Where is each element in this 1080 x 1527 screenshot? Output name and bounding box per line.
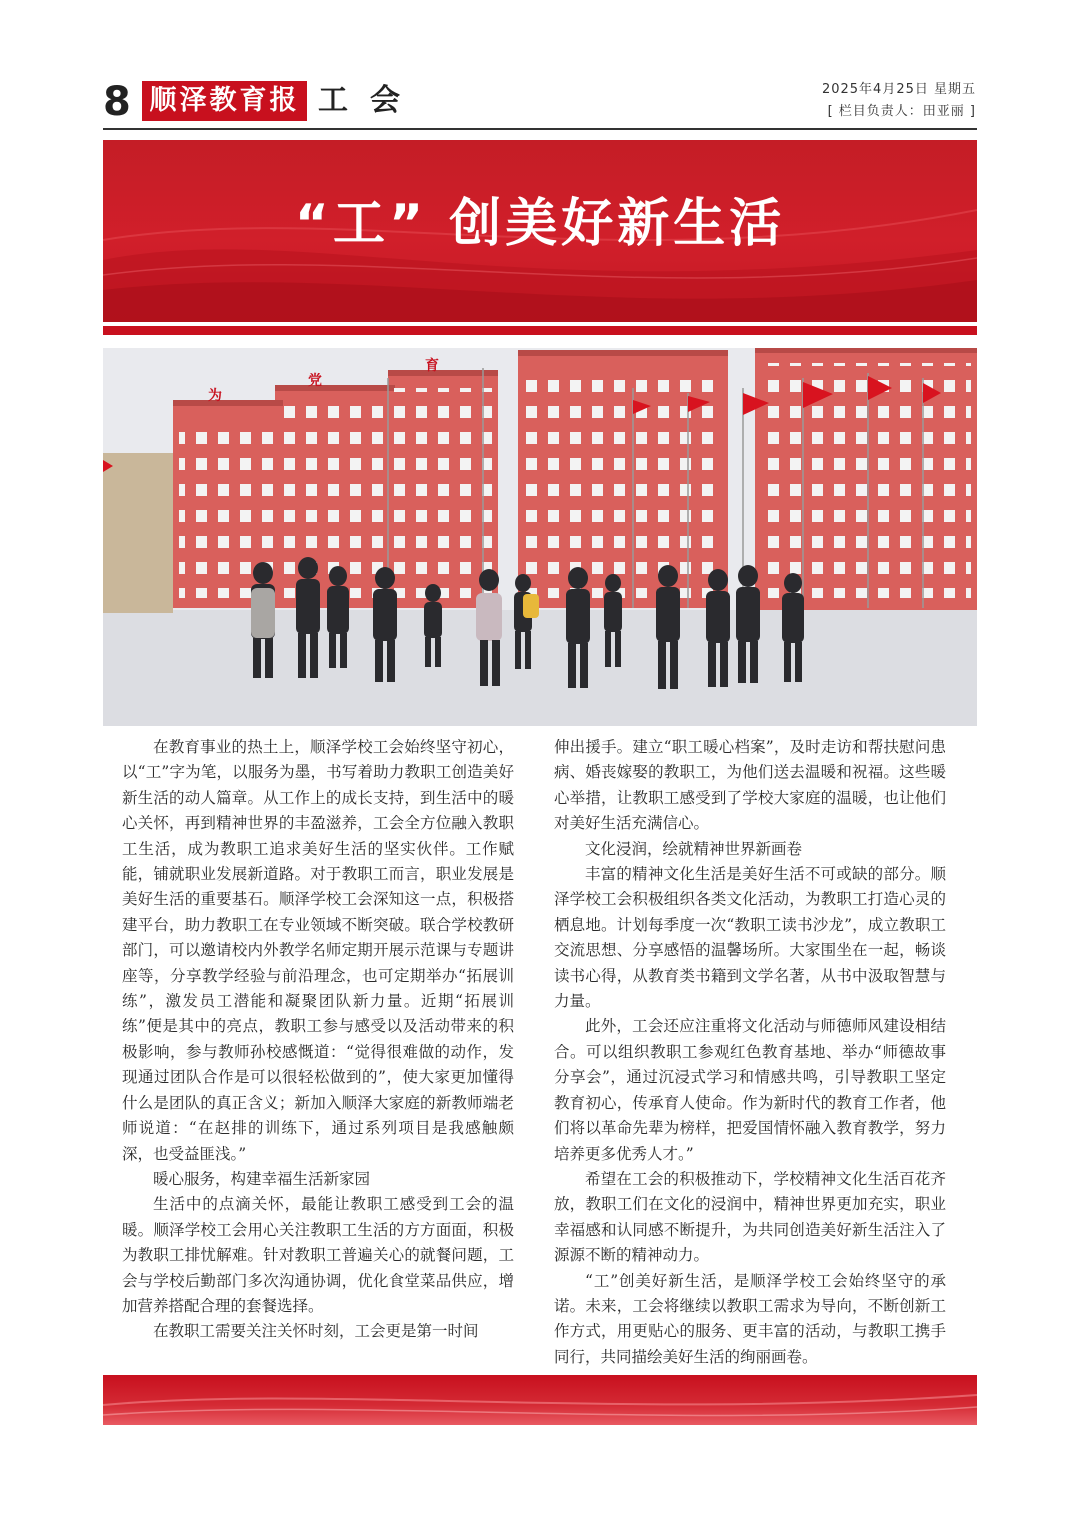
article-column-left (122, 735, 514, 1345)
article-paragraph: “工”创美好新生活，是顺泽学校工会始终坚守的承诺。未来，工会将继续以教职工需求为导向，不断创新工作方式，用更贴心的服务、更丰富的活动，与教职工携手同行，共同描绘美好生活的绚丽画卷。 (554, 1271, 946, 1366)
article-column-right (554, 735, 946, 1370)
article-paragraph: 在教职工需要关注关怀时刻，工会更是第一时间 (153, 1322, 479, 1341)
article-subheading: 文化浸润，绘就精神世界新画卷 (585, 839, 803, 858)
column-editor: [ 栏目负责人：田亚丽 ] (827, 104, 976, 119)
group-circle-photo (103, 348, 977, 726)
article-paragraph: 生活中的点滴关怀，最能让教职工感受到工会的温暖。顺泽学校工会用心关注教职工生活的方方面面，积极为教职工排忧解难。针对教职工普遍关心的就餐问题，工会与学校后勤部门多次沟通协调，优化食堂菜品供应，增加营养搭配合理的套餐选择。 (122, 1195, 514, 1315)
banner-rule (103, 326, 977, 335)
article-paragraph: 希望在工会的积极推动下，学校精神文化生活百花齐放，教职工们在文化的浸润中，精神世界更加充实，职业幸福感和认同感不断提升，为共同创造美好新生活注入了源源不断的精神动力。 (554, 1169, 946, 1265)
article-paragraph: 在教育事业的热土上，顺泽学校工会始终坚守初心，以“工”字为笔，以服务为墨，书写着助力教职工创造美好新生活的动人篇章。从工作上的成长支持，到生活中的暖心关怀，再到精神世界的丰盈滋养，工会全方位融入教职工生活，成为教职工追求美好生活的坚实伙伴。工作赋能，铺就职业发展新道路。对于教职工而言，职业发展是美好生活的重要基石。顺泽学校工会深知这一点，积极搭建平台，助力教职工在专业领域不断突破。联合学校教研部门，可以邀请校内外教学名师定期开展示范课与专题讲座等，分享教学经验与前沿理念，也可定期举办“拓展训练”，激发员工潜能和凝聚团队新力量。近期“拓展训练”便是其中的亮点，教职工参与感受以及活动带来的积极影响，参与教师孙校感慨道：“觉得很难做的动作，发现通过团队合作是可以很轻松做到的”，使大家更加懂得什么是团队的真正含义；新加入顺泽大家庭的新教师端老师说道：“在赵排的训练下，通过系列项目是我感触颇深，也受益匪浅。” (122, 738, 514, 1163)
header-rule (103, 128, 977, 130)
article-paragraph: 此外，工会还应注重将文化活动与师德师风建设相结合。可以组织教职工参观红色教育基地、举办“师德故事分享会”，通过沉浸式学习和情感共鸣，引导教职工坚定教育初心，传承育人使命。作为新时代的教育工作者，他们将以革命先辈为榜样，把爱国情怀融入教育教学，努力培养更多优秀人才。” (554, 1017, 946, 1163)
paper-name-logo: 顺泽教育报 (142, 81, 307, 121)
article-paragraph: 丰富的精神文化生活是美好生活不可或缺的部分。顺泽学校工会积极组织各类文化活动，为教职工打造心灵的栖息地。计划每季度一次“教职工读书沙龙”，成立教职工交流思想、分享感悟的温馨场所。大家围坐在一起，畅谈读书心得，从教育类书籍到文学名著，从书中汲取智慧与力量。 (554, 865, 946, 1011)
section-name: 工会 (318, 83, 422, 118)
article-paragraph: 伸出援手。建立“职工暖心档案”，及时走访和帮扶慰问患病、婚丧嫁娶的教职工，为他们送去温暖和祝福。这些暖心举措，让教职工感受到了学校大家庭的温暖，也让他们对美好生活充满信心。 (554, 738, 946, 833)
roof-sign-1: 为 (208, 388, 222, 404)
title-banner (103, 140, 977, 322)
roof-sign-2: 党 (308, 373, 322, 389)
article-subheading: 暖心服务，构建幸福生活新家园 (153, 1169, 371, 1188)
page-number: 8 (103, 79, 131, 125)
issue-date: 2025年4月25日 星期五 (821, 82, 976, 97)
footer-decoration-band (103, 1375, 977, 1425)
roof-sign-3: 育 (425, 358, 439, 374)
headline: “工” 创美好新生活 (294, 194, 786, 254)
